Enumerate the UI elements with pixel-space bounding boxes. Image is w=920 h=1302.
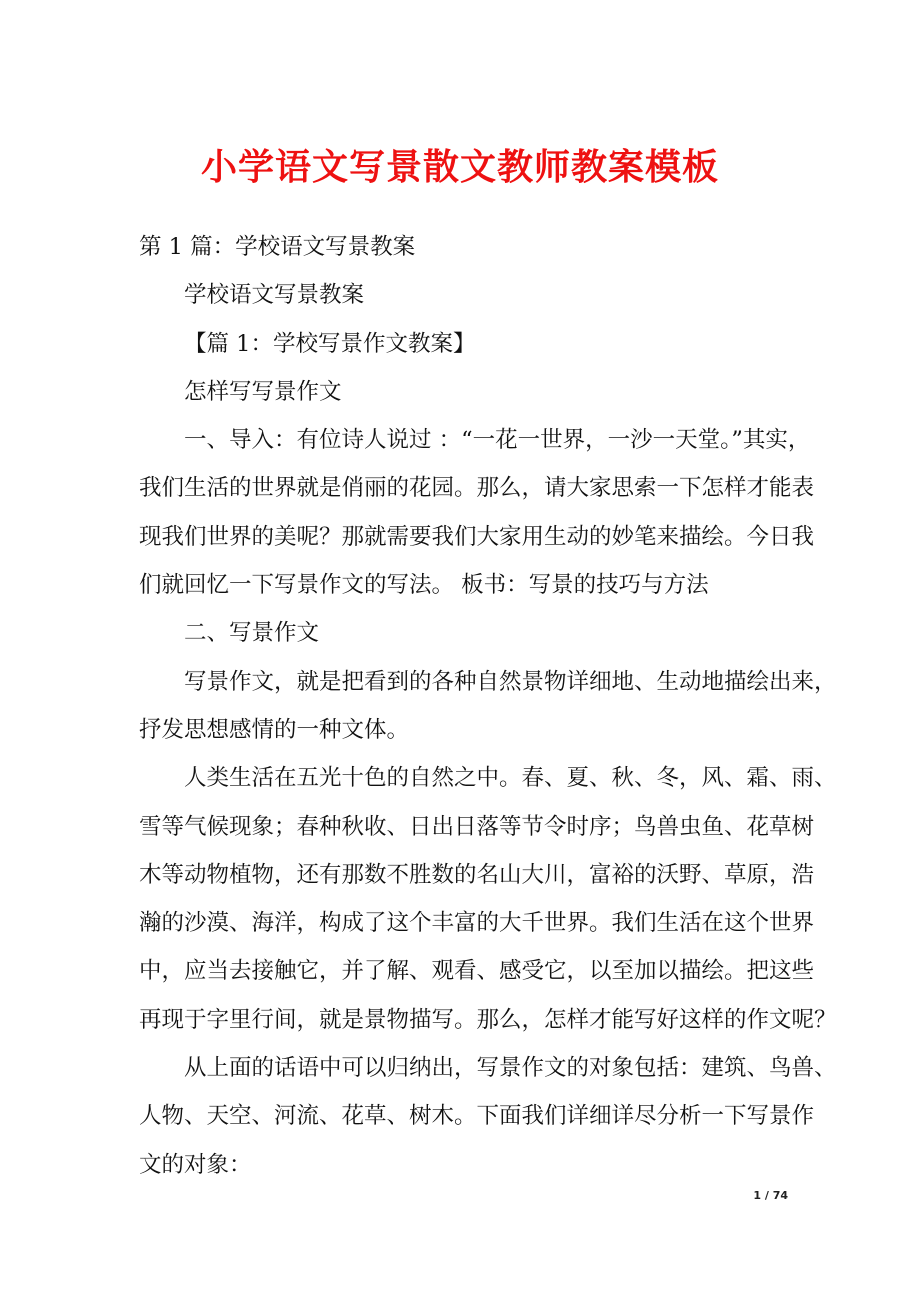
section-heading: 二、写景作文 (184, 620, 320, 647)
page-number: 1 / 74 (753, 1189, 788, 1202)
paragraph-line: 人物、天空、河流、花草、树木。下面我们详细详尽分析一下写景作 (139, 1103, 815, 1130)
paragraph-line: 现我们世界的美呢？那就需要我们大家用生动的妙笔来描绘。今日我 (139, 523, 815, 550)
paragraph-line: 瀚的沙漠、海洋，构成了这个丰富的大千世界。我们生活在这个世界 (139, 910, 815, 937)
paragraph-line: 一、导入：有位诗人说过 ：“一花一世界，一沙一天堂。”其实， (184, 427, 811, 454)
paragraph-line: 文的对象： (139, 1151, 252, 1178)
paragraph-line: 再现于字里行间，就是景物描写。那么，怎样才能写好这样的作文呢？ (139, 1006, 837, 1033)
paragraph-line: 木等动物植物，还有那数不胜数的名山大川，富裕的沃野、草原，浩 (139, 861, 815, 888)
paragraph-line: 们就回忆一下写景作文的写法。 板书：写景的技巧与方法 (139, 572, 709, 599)
paragraph-line: 写景作文，就是把看到的各种自然景物详细地、生动地描绘出来， (184, 668, 837, 695)
paragraph-line: 从上面的话语中可以归纳出，写景作文的对象包括：建筑、鸟兽、 (184, 1055, 837, 1082)
topic-line: 怎样写写景作文 (184, 378, 342, 405)
article-heading: 【篇 1：学校写景作文教案】 (184, 330, 476, 357)
paragraph-line: 雪等气候现象；春种秋收、日出日落等节令时序；鸟兽虫鱼、花草树 (139, 813, 815, 840)
paragraph-line: 抒发思想感情的一种文体。 (139, 716, 410, 743)
section-heading: 第 1 篇：学校语文写景教案 (139, 234, 416, 260)
document-body (139, 223, 837, 1189)
subtitle-line: 学校语文写景教案 (184, 282, 365, 309)
paragraph-line: 人类生活在五光十色的自然之中。春、夏、秋、冬，风、霜、雨、 (184, 765, 837, 792)
document-title: 小学语文写景散文教师教案模板 (200, 146, 719, 188)
paragraph-line: 我们生活的世界就是俏丽的花园。那么，请大家思索一下怎样才能表 (139, 475, 815, 502)
paragraph-line: 中，应当去接触它，并了解、观看、感受它，以至加以描绘。把这些 (139, 958, 815, 985)
